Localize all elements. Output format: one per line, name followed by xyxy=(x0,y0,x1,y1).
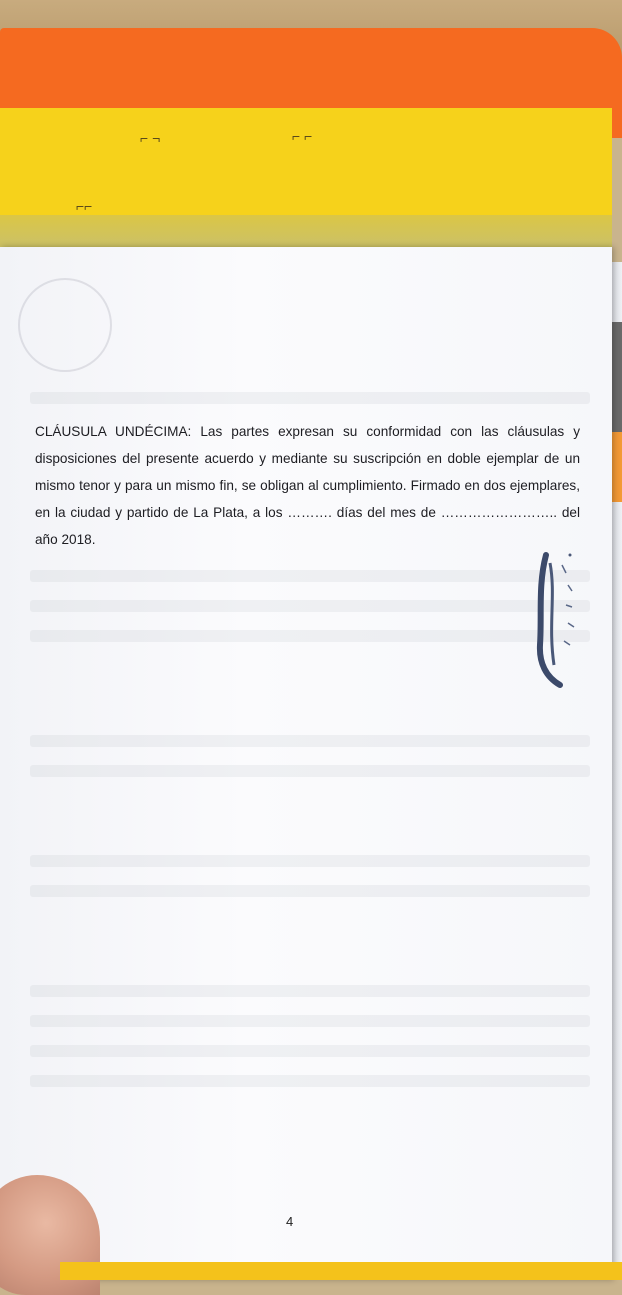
bleedthrough-text-line xyxy=(30,735,590,747)
clause-heading: CLÁUSULA UNDÉCIMA: xyxy=(35,424,192,439)
bleedthrough-text-line xyxy=(30,392,590,404)
bleedthrough-text-line xyxy=(30,1015,590,1027)
bleedthrough-text-line xyxy=(30,985,590,997)
bleedthrough-text-line xyxy=(30,630,590,642)
page-number: 4 xyxy=(286,1214,294,1229)
staple-mark: ⌐⌐ xyxy=(76,198,93,214)
bleedthrough-text-line xyxy=(30,885,590,897)
clause-body: Las partes expresan su conformidad con las cláusulas y disposiciones del presente acuerdo y mediante su suscripción en doble ejemplar de un mismo tenor y para un mismo fin, se obligan al cumplimiento. Firmado en dos ejemplares, en la ciudad y partido de La Plata, a los ………. días del mes de …………………….. del año 2018. xyxy=(35,424,581,547)
bleedthrough-text-line xyxy=(30,1045,590,1057)
faded-stamp-bleedthrough xyxy=(18,278,112,372)
staple-mark: ⌐ ⌐ xyxy=(292,128,313,144)
bleedthrough-text-line xyxy=(30,600,590,612)
bleedthrough-text-line xyxy=(30,765,590,777)
binder-tab-orange xyxy=(612,432,622,502)
bleedthrough-text-line xyxy=(30,1075,590,1087)
ink-signature-stamp xyxy=(532,545,584,690)
bleedthrough-text-line xyxy=(30,855,590,867)
bleedthrough-text-line xyxy=(30,570,590,582)
clause-paragraph xyxy=(35,418,580,553)
staple-mark: ⌐ ¬ xyxy=(140,130,161,146)
yellow-folder-bottom xyxy=(60,1262,622,1280)
binder-tab-dark xyxy=(612,322,622,432)
